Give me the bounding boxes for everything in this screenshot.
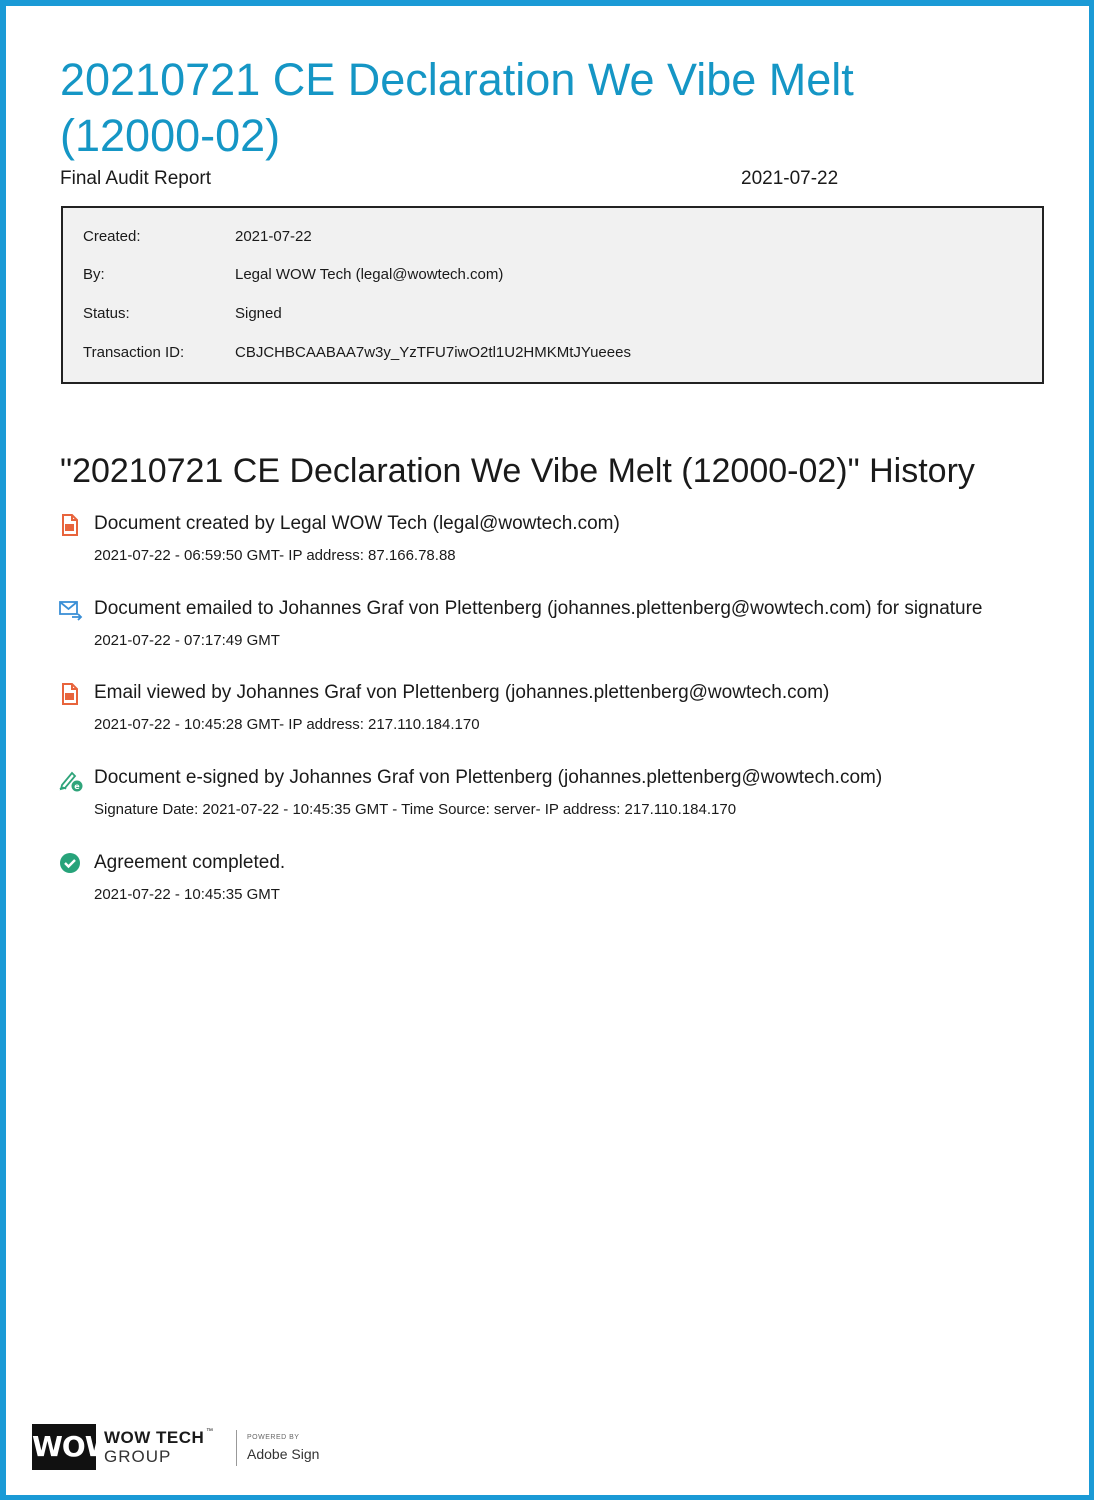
event-detail: 2021-07-22 - 10:45:28 GMT- IP address: 217.110.184.170 (94, 716, 480, 733)
brand-name: WOW TECH (104, 1428, 205, 1447)
event-text: Document e-signed by Johannes Graf von Plettenberg (johannes.plettenberg@wowtech.com) (94, 767, 883, 788)
brand-group: GROUP (104, 1447, 172, 1466)
by-value: Legal WOW Tech (legal@wowtech.com) (235, 266, 504, 283)
event-detail: 2021-07-22 - 10:45:35 GMT (94, 886, 280, 903)
history-title: "20210721 CE Declaration We Vibe Melt (12000-02)" History (60, 452, 975, 490)
event-detail: Signature Date: 2021-07-22 - 10:45:35 GMT - Time Source: server- IP address: 217.110.184.170 (94, 801, 737, 818)
created-value: 2021-07-22 (235, 228, 312, 245)
transaction-label: Transaction ID: (83, 344, 185, 361)
check-circle-icon (58, 852, 82, 876)
event-text: Document created by Legal WOW Tech (legal@wowtech.com) (94, 513, 620, 534)
created-label: Created: (83, 228, 141, 245)
event-text: Agreement completed. (94, 852, 286, 873)
document-icon (58, 682, 82, 706)
adobe-sign-logo: Adobe Sign (247, 1446, 320, 1462)
status-value: Signed (235, 305, 282, 322)
email-icon (58, 598, 82, 622)
svg-text:e: e (74, 782, 80, 791)
transaction-value: CBJCHBCAABAA7w3y_YzTFU7iwO2tl1U2HMKMtJYueees (235, 344, 631, 361)
summary-box (61, 206, 1044, 384)
status-label: Status: (83, 305, 130, 322)
report-subtitle: Final Audit Report (60, 168, 212, 189)
event-detail: 2021-07-22 - 07:17:49 GMT (94, 632, 280, 649)
trademark-symbol: ™ (206, 1428, 213, 1435)
document-title: 20210721 CE Declaration We Vibe Melt (12000-02) (60, 54, 854, 161)
event-text: Email viewed by Johannes Graf von Plettenberg (johannes.plettenberg@wowtech.com) (94, 682, 830, 703)
by-label: By: (83, 266, 105, 283)
footer-divider (236, 1430, 237, 1466)
wow-logo-mark: WOW (32, 1424, 96, 1470)
report-date: 2021-07-22 (741, 168, 839, 189)
event-text: Document emailed to Johannes Graf von Plettenberg (johannes.plettenberg@wowtech.com) for signature (94, 598, 983, 619)
esign-icon (58, 767, 82, 791)
event-detail: 2021-07-22 - 06:59:50 GMT- IP address: 87.166.78.88 (94, 547, 456, 564)
powered-by-label: POWERED BY (247, 1434, 300, 1441)
document-icon (58, 513, 82, 537)
